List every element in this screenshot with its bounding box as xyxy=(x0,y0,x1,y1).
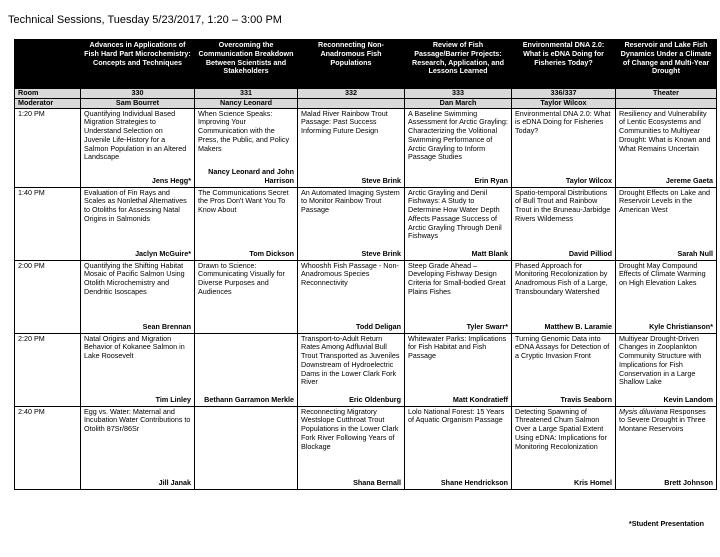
speaker-name: Tim Linley xyxy=(155,394,191,404)
talk-title: Malad River Rainbow Trout Passage: Past Success Informing Future Design xyxy=(301,108,388,136)
talk-cell xyxy=(81,108,195,187)
room-number: 332 xyxy=(298,89,405,99)
session-title: Reservoir and Lake Fish Dynamics Under a Climate of Change and Multi-Year Drought xyxy=(616,40,717,89)
talk-title: Steep Grade Ahead – Developing Fishway Design Criteria for Small-bodied Great Plains Fishes xyxy=(408,260,506,296)
talk-title: The Communications Secret the Pros Don't Want You To Know About xyxy=(198,187,289,215)
talk-title: Arctic Grayling and Denil Fishways: A Study to Determine How Water Depth Affects Passage Success of Arctic Grayling Through Denil Fishways xyxy=(408,187,502,241)
speaker-name: Todd Deligan xyxy=(356,321,401,331)
room-number: 333 xyxy=(405,89,512,99)
talk-cell xyxy=(298,108,405,187)
page-title: Technical Sessions, Tuesday 5/23/2017, 1:20 – 3:00 PM xyxy=(8,14,282,26)
speaker-name: Tyler Swarr* xyxy=(466,321,508,331)
speaker-name: David Pilliod xyxy=(568,248,612,258)
talk-title: Detecting Spawning of Threatened Chum Salmon Over a Large Spatial Extent Using eDNA: Implications for Monitoring Recolonization xyxy=(515,406,607,451)
talk-title: Turning Genomic Data into eDNA Assays for Detection of a Cryptic Invasion Front xyxy=(515,333,610,361)
time-cell: 1:40 PM xyxy=(15,187,81,260)
session-title: Overcoming the Communication Breakdown Between Scientists and Stakeholders xyxy=(195,40,298,89)
speaker-name: Sean Brennan xyxy=(142,321,191,331)
speaker-name: Matt Kondratieff xyxy=(452,394,508,404)
moderator-name: Dan March xyxy=(405,98,512,108)
talk-cell xyxy=(81,333,195,406)
talk-cell xyxy=(195,108,298,187)
moderator-name: Sam Bourret xyxy=(81,98,195,108)
speaker-name: Brett Johnson xyxy=(664,477,713,487)
talk-title: Environmental DNA 2.0: What is eDNA Doing for Fisheries Today? xyxy=(515,108,611,136)
talk-cell xyxy=(81,187,195,260)
talk-title: Drought May Compound Effects of Climate Warming on High Elevation Lakes xyxy=(619,260,706,288)
talk-cell xyxy=(298,333,405,406)
speaker-name: Sarah Null xyxy=(677,248,713,258)
talk-title: Quantifying the Shifting Habitat Mosaic of Pacific Salmon Using Otolith Microchemistry and Dendritic Isoscapes xyxy=(84,260,185,296)
species-name: Mysis diluviana xyxy=(619,406,668,416)
talk-title: Natal Origins and Migration Behavior of Kokanee Salmon in Lake Roosevelt xyxy=(84,333,185,361)
session-title: Reconnecting Non-Anadromous Fish Populations xyxy=(298,40,405,89)
talk-title: Quantifying Individual Based Migration Strategies to Understand Selection on Juvenile Life-History for a Salmon Population in an Altered Landscape xyxy=(84,108,187,162)
session-header-row xyxy=(15,40,717,89)
talk-title-rest: Responses to Severe Drought in Three Montane Reservoirs xyxy=(619,406,706,434)
time-cell: 2:20 PM xyxy=(15,333,81,406)
talk-title: Egg vs. Water: Maternal and Incubation Water Contributions to Otolith 87Sr/86Sr xyxy=(84,406,191,434)
talk-title: When Science Speaks: Improving Your Communication with the Press, the Public, and Policy Makers xyxy=(198,108,290,153)
talk-cell xyxy=(616,260,717,333)
speaker-name: Taylor Wilcox xyxy=(565,175,612,185)
time-slot-row xyxy=(15,333,717,406)
moderator-name xyxy=(298,98,405,108)
speaker-name: Matthew B. Laramie xyxy=(544,321,612,331)
moderator-name xyxy=(616,98,717,108)
talk-title: Evaluation of Fin Rays and Scales as Nonlethal Alternatives to Otoliths for Assessing Natal Origins in Salmonids xyxy=(84,187,187,223)
room-number: 331 xyxy=(195,89,298,99)
talk-title: Whitewater Parks: Implications for Fish Habitat and Fish Passage xyxy=(408,333,507,361)
schedule-table xyxy=(14,39,717,490)
speaker-name: Tom Dickson xyxy=(249,248,294,258)
moderator-label: Moderator xyxy=(15,98,81,108)
speaker-name: Bethann Garramon Merkle xyxy=(204,394,294,404)
talk-title: Multiyear Drought-Driven Changes in Zooplankton Community Structure with Implications for Fish Conservation in a Large Shallow Lake xyxy=(619,333,702,387)
talk-cell xyxy=(512,108,616,187)
talk-cell xyxy=(405,108,512,187)
time-slot-row xyxy=(15,406,717,489)
speaker-name: Nancy Leonard and John Harrison xyxy=(208,167,294,185)
talk-cell xyxy=(405,333,512,406)
room-number: Theater xyxy=(616,89,717,99)
room-number: 330 xyxy=(81,89,195,99)
talk-title: Reconnecting Migratory Westslope Cutthroat Trout Populations in the Lower Clark Fork River Following Years of Blockage xyxy=(301,406,399,451)
speaker-name: Matt Blank xyxy=(471,248,508,258)
talk-cell xyxy=(512,260,616,333)
speaker-name: Jaclyn McGuire* xyxy=(135,248,191,258)
talk-cell xyxy=(195,260,298,333)
time-slot-row xyxy=(15,187,717,260)
time-cell: 2:00 PM xyxy=(15,260,81,333)
speaker-name: Jill Janak xyxy=(158,477,191,487)
talk-title: A Baseline Swimming Assessment for Arctic Grayling: Characterizing the Volitional Swimming Performance of Arctic Grayling to Inform Passage Studies xyxy=(408,108,508,162)
talk-cell xyxy=(195,333,298,406)
speaker-name: Erin Ryan xyxy=(474,175,508,185)
talk-cell xyxy=(616,108,717,187)
talk-cell xyxy=(298,187,405,260)
room-row xyxy=(15,89,717,99)
talk-title xyxy=(619,408,713,434)
speaker-name: Steve Brink xyxy=(361,175,401,185)
talk-cell xyxy=(405,406,512,489)
moderator-row xyxy=(15,98,717,108)
header-blank-cell xyxy=(15,40,81,89)
talk-title: An Automated Imaging System to Monitor Rainbow Trout Passage xyxy=(301,187,400,215)
talk-cell xyxy=(512,187,616,260)
speaker-name: Steve Brink xyxy=(361,248,401,258)
speaker-name: Travis Seaborn xyxy=(560,394,612,404)
speaker-name: Jereme Gaeta xyxy=(665,175,713,185)
room-number: 336/337 xyxy=(512,89,616,99)
footnote: *Student Presentation xyxy=(628,519,704,528)
time-cell: 1:20 PM xyxy=(15,108,81,187)
talk-cell xyxy=(81,406,195,489)
talk-cell xyxy=(81,260,195,333)
talk-cell xyxy=(298,260,405,333)
speaker-name: Kyle Christianson* xyxy=(649,321,713,331)
talk-cell xyxy=(405,187,512,260)
talk-cell xyxy=(195,406,298,489)
time-cell: 2:40 PM xyxy=(15,406,81,489)
speaker-name: Shana Bernall xyxy=(353,477,401,487)
talk-cell xyxy=(512,333,616,406)
talk-title: Transport-to-Adult Return Rates Among Adfluvial Bull Trout Transported as Juveniles Downstream of Hydroelectric Dams in the Lower Clark Fork River xyxy=(301,333,400,387)
speaker-name: Kris Homel xyxy=(574,477,612,487)
moderator-name: Nancy Leonard xyxy=(195,98,298,108)
talk-title: Drought Effects on Lake and Reservoir Levels in the American West xyxy=(619,187,710,215)
moderator-name: Taylor Wilcox xyxy=(512,98,616,108)
talk-title: Spatio-temporal Distributions of Bull Trout and Rainbow Trout in the Bruneau-Jarbidge Rivers Wilderness xyxy=(515,187,611,223)
talk-cell xyxy=(195,187,298,260)
talk-title: Whooshh Fish Passage - Non-Anadromous Species Reconnectivity xyxy=(301,260,399,288)
talk-title: Drawn to Science: Communicating Visually for Diverse Purposes and Audiences xyxy=(198,260,285,296)
session-title: Environmental DNA 2.0: What is eDNA Doing for Fisheries Today? xyxy=(512,40,616,89)
talk-cell xyxy=(616,333,717,406)
talk-cell xyxy=(405,260,512,333)
speaker-name: Kevin Landom xyxy=(663,394,713,404)
talk-title: Phased Approach for Monitoring Recolonization by Anadromous Fish of a Large, Transboundary Watershed xyxy=(515,260,608,296)
talk-title: Resiliency and Vulnerability of Lentic Ecosystems and Communities to Multiyear Drought: What is Known and What Remains Uncertain xyxy=(619,108,711,153)
talk-cell xyxy=(616,187,717,260)
talk-title: Lolo National Forest: 15 Years of Aquatic Organism Passage xyxy=(408,406,505,425)
session-title: Advances in Applications of Fish Hard Part Microchemistry: Concepts and Techniques xyxy=(81,40,195,89)
session-title: Review of Fish Passage/Barrier Projects: Research, Application, and Lessons Learned xyxy=(405,40,512,89)
time-slot-row xyxy=(15,260,717,333)
talk-cell xyxy=(616,406,717,489)
talk-cell xyxy=(512,406,616,489)
speaker-name: Shane Hendrickson xyxy=(440,477,508,487)
speaker-name: Jens Hegg* xyxy=(151,175,191,185)
speaker-name: Eric Oldenburg xyxy=(349,394,401,404)
room-label: Room xyxy=(15,89,81,99)
time-slot-row xyxy=(15,108,717,187)
talk-cell xyxy=(298,406,405,489)
